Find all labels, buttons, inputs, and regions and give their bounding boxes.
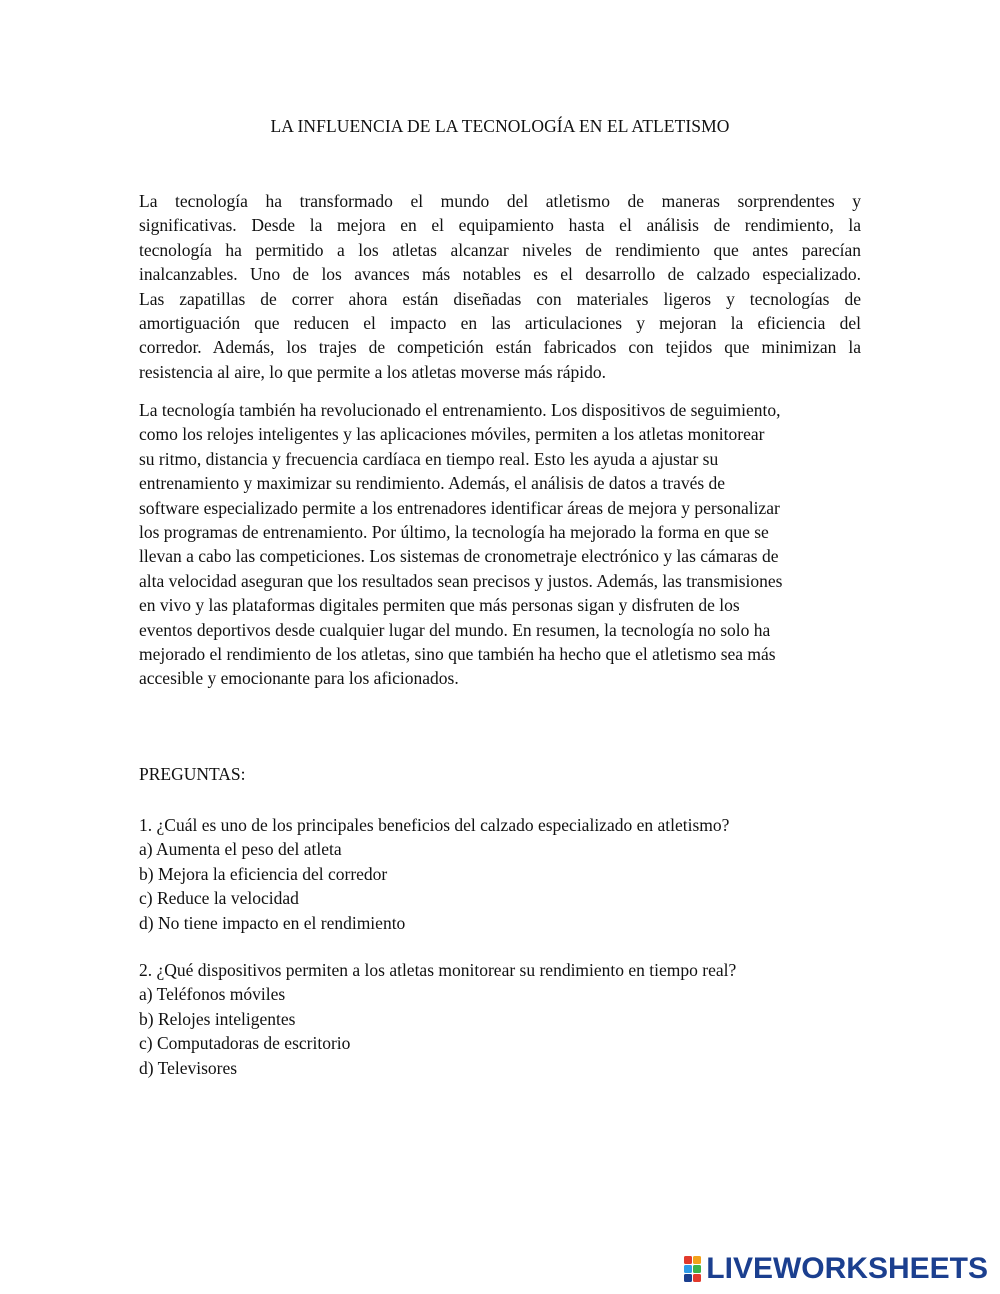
answer-option-b[interactable]: b) Relojes inteligentes [139,1008,296,1029]
paragraph-line: resistencia al aire, lo que permite a los atletas moverse más rápido. [139,361,606,382]
paragraph-line: alta velocidad aseguran que los resultados sean precisos y justos. Además, las transmisiones [139,570,783,591]
question-prompt: 1. ¿Cuál es uno de los principales beneficios del calzado especializado en atletismo? [139,815,730,835]
logo-text: LIVEWORKSHEETS [706,1252,988,1285]
paragraph-line: entrenamiento y maximizar su rendimiento. Además, el análisis de datos a través de [139,473,726,494]
paragraph-line: La tecnología ha transformado el mundo del atletismo de maneras sorprendentes y [139,191,861,211]
paragraph-line: como los relojes inteligentes y las aplicaciones móviles, permiten a los atletas monitorear [139,424,765,445]
paragraph-line: eventos deportivos desde cualquier lugar del mundo. En resumen, la tecnología no solo ha [139,619,771,640]
question-prompt: 2. ¿Qué dispositivos permiten a los atletas monitorear su rendimiento en tiempo real? [139,960,737,980]
answer-option-b[interactable]: b) Mejora la eficiencia del corredor [139,863,388,884]
answer-option-d[interactable]: d) Televisores [139,1057,238,1078]
page-title: LA INFLUENCIA DE LA TECNOLOGÍA EN EL ATLETISMO [270,116,730,136]
paragraph-line: Las zapatillas de correr ahora están diseñadas con materiales ligeros y tecnologías de [139,288,861,309]
mark-square [693,1274,701,1282]
paragraph-line: inalcanzables. Uno de los avances más notables es el desarrollo de calzado especializado. [139,264,861,285]
paragraph-2 [139,398,861,691]
paragraph-line: accesible y emocionante para los aficionados. [139,668,459,689]
mark-square [693,1256,701,1264]
paragraph-line: los programas de entrenamiento. Por último, la tecnología ha mejorado la forma en que se [139,522,769,543]
paragraph-line: La tecnología también ha revolucionado el entrenamiento. Los dispositivos de seguimiento, [139,400,781,420]
answer-option-a[interactable]: a) Aumenta el peso del atleta [139,839,342,860]
paragraph-line: llevan a cabo las competiciones. Los sistemas de cronometraje electrónico y las cámaras de [139,546,779,567]
mark-square [684,1265,692,1273]
paragraph-1 [139,189,861,384]
paragraph-line: software especializado permite a los entrenadores identificar áreas de mejora y personalizar [139,497,780,518]
answer-option-c[interactable]: c) Computadoras de escritorio [139,1033,351,1054]
mark-square [684,1274,692,1282]
liveworksheets-logo [684,1254,988,1284]
mark-square [693,1265,701,1273]
answer-option-c[interactable]: c) Reduce la velocidad [139,888,299,909]
answer-option-d[interactable]: d) No tiene impacto en el rendimiento [139,912,406,933]
question-2 [139,958,736,1080]
paragraph-line: mejorado el rendimiento de los atletas, sino que también ha hecho que el atletismo sea más [139,644,776,665]
question-1 [139,813,729,935]
liveworksheets-mark-icon [684,1256,701,1282]
answer-option-a[interactable]: a) Teléfonos móviles [139,984,286,1005]
questions-heading: PREGUNTAS: [139,764,246,784]
mark-square [684,1256,692,1264]
paragraph-line: su ritmo, distancia y frecuencia cardíaca en tiempo real. Esto les ayuda a ajustar su [139,448,719,469]
paragraph-line: en vivo y las plataformas digitales permiten que más personas sigan y disfruten de los [139,595,740,616]
paragraph-line: significativas. Desde la mejora en el equipamiento hasta el análisis de rendimiento, la [139,215,861,236]
paragraph-line: tecnología ha permitido a los atletas alcanzar niveles de rendimiento que antes parecían [139,239,861,260]
paragraph-line: amortiguación que reducen el impacto en las articulaciones y mejoran la eficiencia del [139,313,861,334]
paragraph-line: corredor. Además, los trajes de competición están fabricados con tejidos que minimizan la [139,337,861,358]
